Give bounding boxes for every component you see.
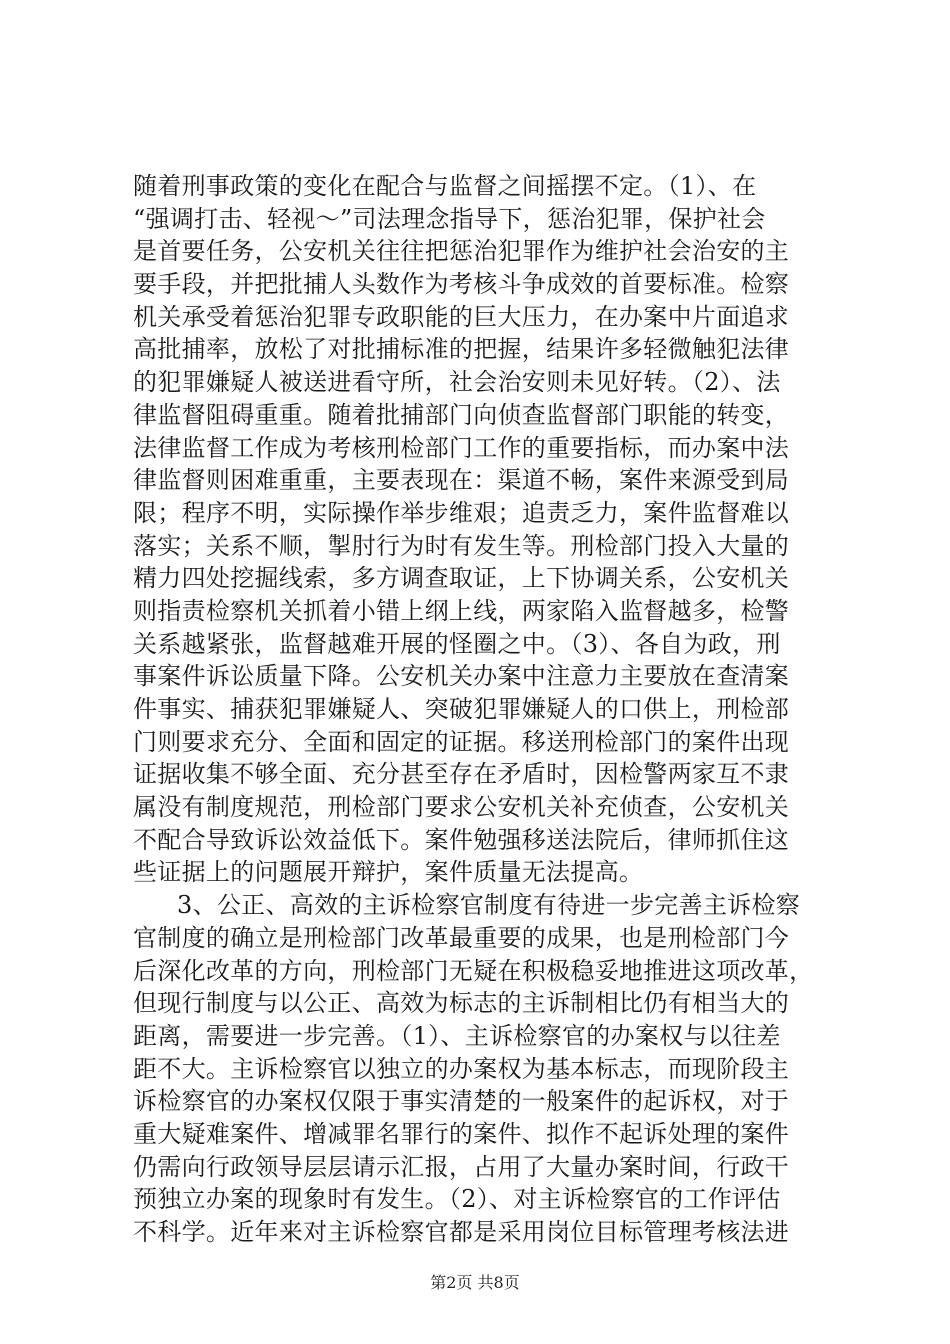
- text-line: 法律监督工作成为考核刑检部门工作的重要指标，而办案中法: [133, 433, 790, 462]
- text-line: 重大疑难案件、增减罪名罪行的案件、拟作不起诉处理的案件: [133, 1119, 790, 1148]
- text-line: 距不大。主诉检察官以独立的办案权为基本标志，而现阶段主: [133, 1054, 790, 1083]
- paragraph-start-line: 3、公正、高效的主诉检察官制度有待进一步完善主诉检察: [177, 891, 801, 920]
- text-line: 随着刑事政策的变化在配合与监督之间摇摆不定。（1）、在: [133, 172, 757, 200]
- text-line: “强调打击、轻视～”司法理念指导下，惩治犯罪，保护社会: [133, 204, 766, 233]
- text-line: 律监督阻碍重重。随着批捕部门向侦查监督部门职能的转变，: [133, 400, 790, 429]
- text-line: 但现行制度与以公正、高效为标志的主诉制相比仍有相当大的: [133, 989, 790, 1018]
- body-text: [133, 170, 833, 1249]
- text-line: 诉检察官的办案权仅限于事实清楚的一般案件的起诉权，对于: [133, 1087, 790, 1116]
- text-line: 证据收集不够全面、充分甚至存在矛盾时，因检警两家互不隶: [133, 760, 790, 789]
- text-line: 些证据上的问题展开辩护，案件质量无法提高。: [133, 858, 644, 887]
- text-line: 不科学。近年来对主诉检察官都是采用岗位目标管理考核法进: [133, 1218, 790, 1246]
- text-line: 律监督则困难重重，主要表现在：渠道不畅，案件来源受到局: [133, 466, 790, 495]
- text-line: 门则要求充分、全面和固定的证据。移送刑检部门的案件出现: [133, 727, 790, 756]
- text-line: 则指责检察机关抓着小错上纲上线，两家陷入监督越多，检警: [133, 596, 790, 625]
- text-line: 事案件诉讼质量下降。公安机关办案中注意力主要放在查清案: [133, 662, 790, 691]
- page-number-footer: 第2页 共8页: [430, 1273, 520, 1292]
- text-line: 限；程序不明，实际操作举步维艰；追责乏力，案件监督难以: [133, 498, 790, 527]
- text-line: 属没有制度规范，刑检部门要求公安机关补充侦查，公安机关: [133, 793, 790, 822]
- text-line: 后深化改革的方向，刑检部门无疑在积极稳妥地推进这项改革，: [133, 956, 814, 985]
- text-line: 机关承受着惩治犯罪专政职能的巨大压力，在办案中片面追求: [133, 302, 790, 331]
- text-line: 要手段，并把批捕人头数作为考核斗争成效的首要标准。检察: [133, 270, 790, 299]
- text-line: 官制度的确立是刑检部门改革最重要的成果，也是刑检部门今: [133, 923, 790, 952]
- text-line: 关系越紧张，监督越难开展的怪圈之中。（3）、各自为政，刑: [133, 629, 781, 658]
- text-line: 精力四处挖掘线索，多方调查取证，上下协调关系，公安机关: [133, 564, 790, 593]
- text-line: 是首要任务，公安机关往往把惩治犯罪作为维护社会治安的主: [133, 237, 790, 266]
- text-line: 不配合导致诉讼效益低下。案件勉强移送法院后，律师抓住这: [133, 825, 790, 854]
- text-line: 预独立办案的现象时有发生。（2）、对主诉检察官的工作评估: [133, 1185, 781, 1214]
- text-line: 距离，需要进一步完善。（1）、主诉检察官的办案权与以往差: [133, 1021, 781, 1050]
- text-line: 件事实、捕获犯罪嫌疑人、突破犯罪嫌疑人的口供上，刑检部: [133, 695, 790, 723]
- text-line: 的犯罪嫌疑人被送进看守所，社会治安则未见好转。（2）、法: [133, 368, 781, 397]
- text-line: 落实；关系不顺，掣肘行为时有发生等。刑检部门投入大量的: [133, 531, 790, 560]
- text-line: 高批捕率，放松了对批捕标准的把握，结果许多轻微触犯法律: [133, 335, 790, 364]
- text-line: 仍需向行政领导层层请示汇报，占用了大量办案时间，行政干: [133, 1152, 790, 1181]
